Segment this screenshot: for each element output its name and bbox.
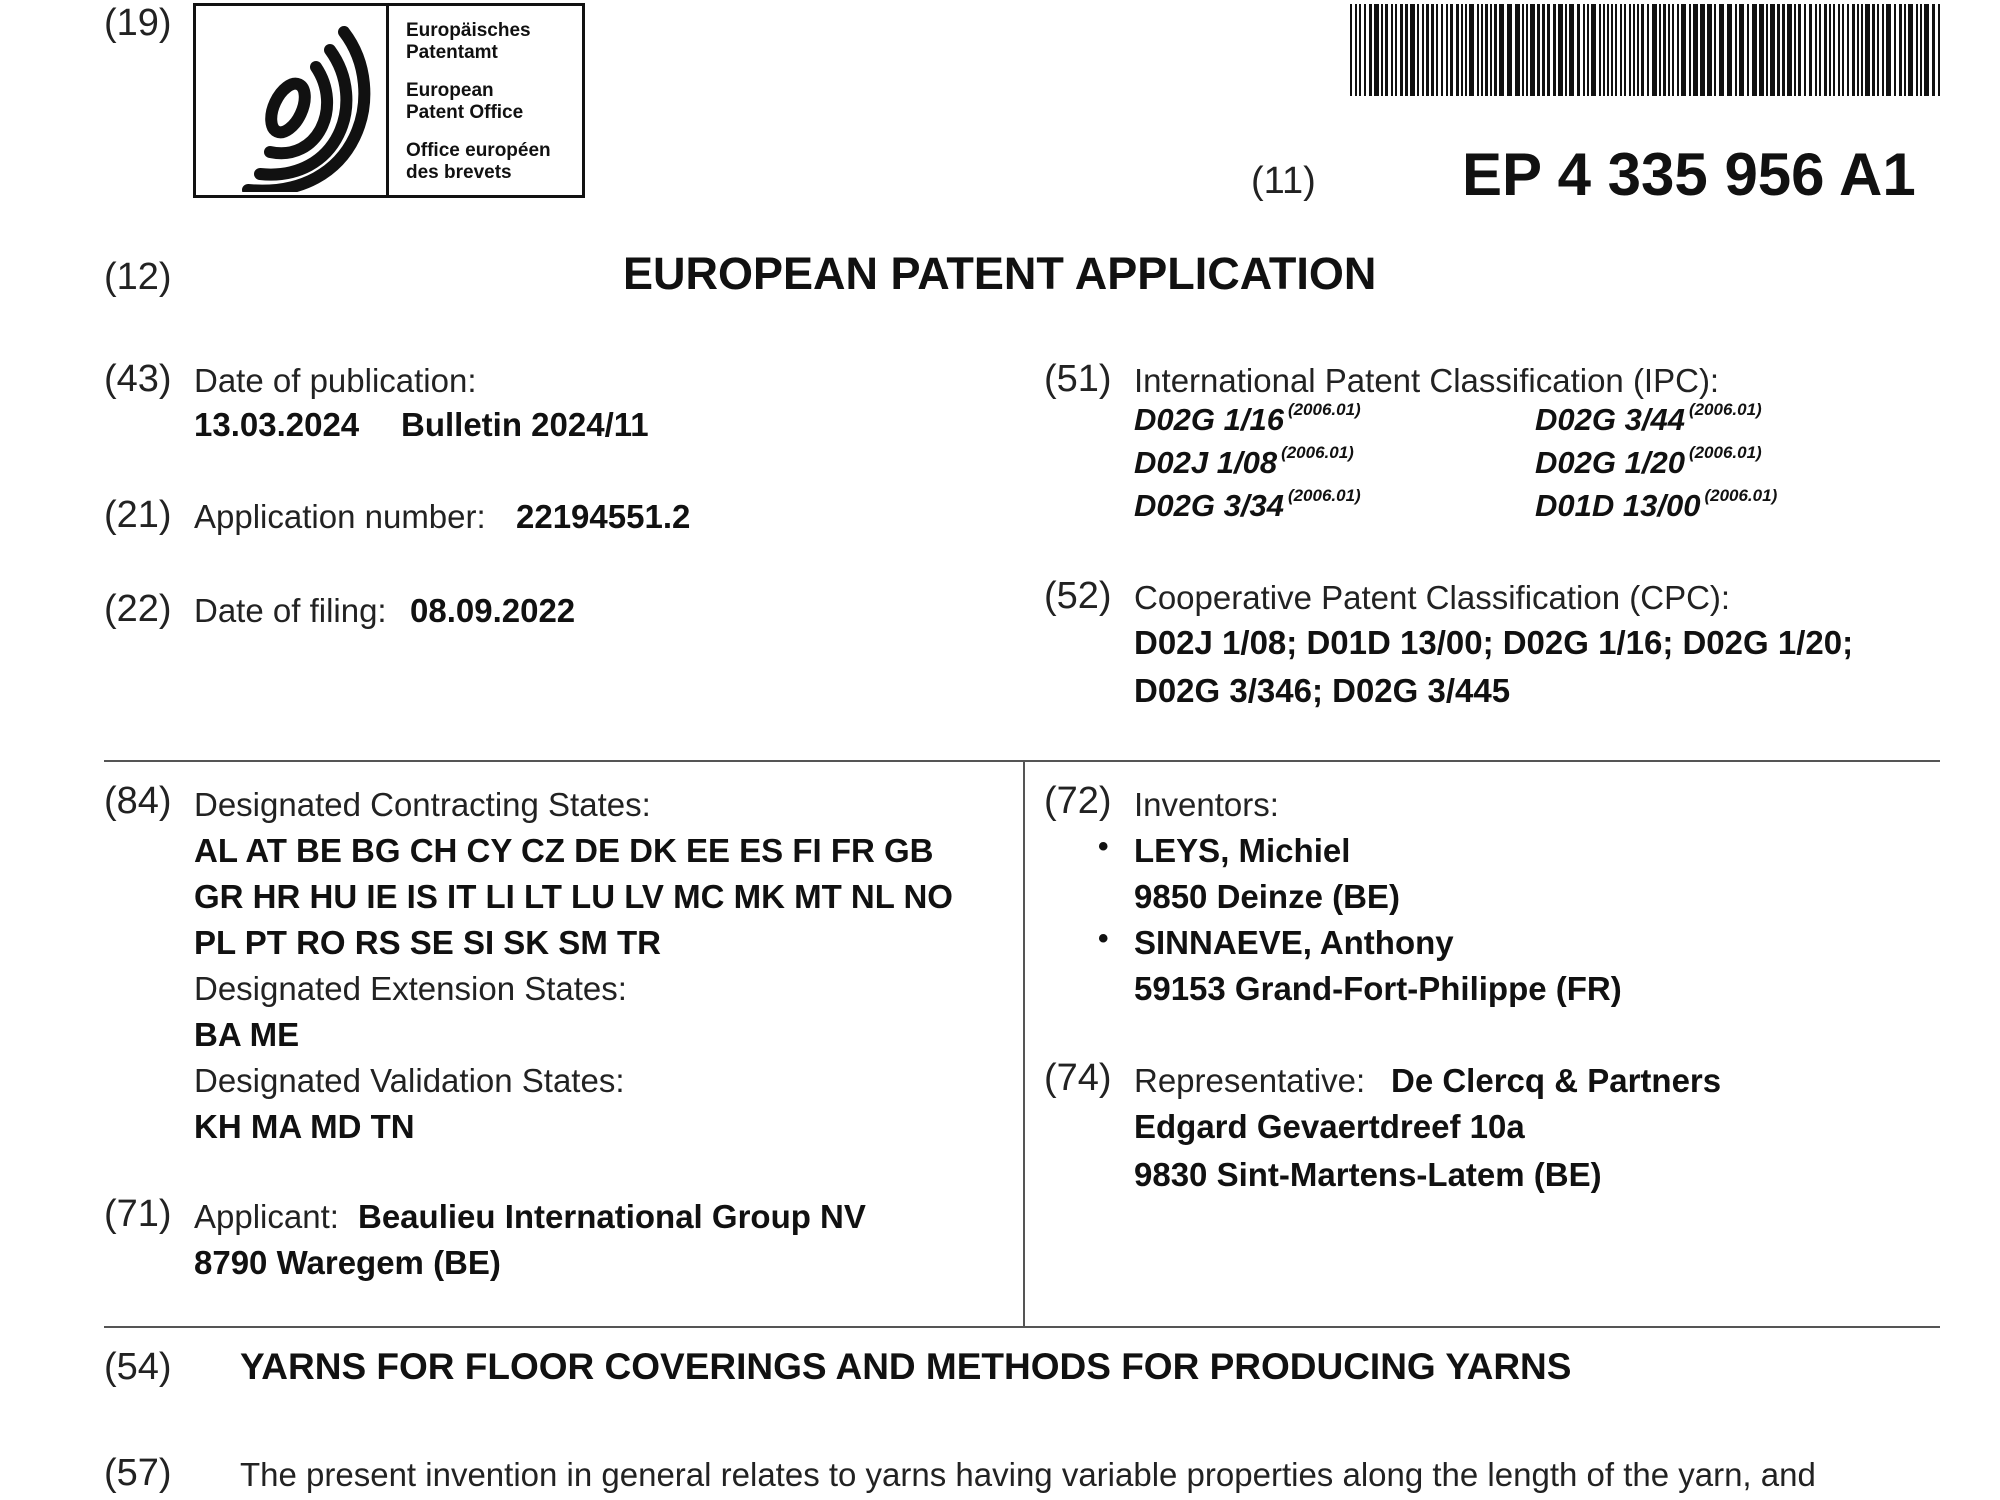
extension-states-label: Designated Extension States: [194, 970, 627, 1007]
barcode-bar [1369, 4, 1372, 96]
barcode-bar [1652, 4, 1657, 96]
barcode-bar [1350, 4, 1352, 96]
barcode-bar [1735, 4, 1737, 96]
barcode-bar [1861, 4, 1863, 96]
barcode-bar [1677, 4, 1679, 96]
barcode-bar [1436, 4, 1438, 96]
bullet: • [1098, 830, 1109, 863]
barcode-bar [1553, 4, 1556, 96]
column-divider [1023, 760, 1025, 1326]
barcode-bar [1659, 4, 1661, 96]
barcode-bar [1842, 4, 1844, 96]
barcode-bar [1558, 4, 1563, 96]
barcode-bar [1611, 4, 1613, 96]
publication-date: 13.03.2024 [194, 406, 360, 443]
barcode-bar [1824, 4, 1827, 96]
barcode-bar [1647, 4, 1649, 96]
ipc-entry: D02G 3/34 $^{(2006.01)}$ [1134, 486, 1361, 523]
inid-code-74: (74) [1044, 1057, 1112, 1099]
barcode-bar [1637, 4, 1639, 96]
barcode-bar [1465, 4, 1467, 96]
barcode-bar [1809, 4, 1812, 96]
publication-number: EP 4 335 956 A1 [1462, 141, 1916, 208]
application-number: 22194551.2 [516, 498, 691, 535]
barcode [1350, 0, 1945, 100]
ipc-entry: D02G 1/16 $^{(2006.01)}$ [1134, 400, 1361, 437]
cpc-line: D02J 1/08; D01D 13/00; D02G 1/16; D02G 1/20; [1134, 624, 1854, 661]
epo-logo [193, 3, 585, 198]
barcode-bar [1391, 4, 1393, 96]
barcode-bar [1395, 4, 1397, 96]
barcode-bar [1852, 4, 1855, 96]
applicant-label: Applicant: [194, 1198, 339, 1235]
document-type: EUROPEAN PATENT APPLICATION [623, 248, 1377, 299]
barcode-bar [1668, 4, 1670, 96]
barcode-bar [1565, 4, 1567, 96]
barcode-bar [1920, 4, 1922, 96]
barcode-bar [1693, 4, 1698, 96]
contracting-states: GR HR HU IE IS IT LI LT LU LV MC MK MT NL NO [194, 878, 953, 915]
barcode-bar [1490, 4, 1492, 96]
barcode-bar [1569, 4, 1574, 96]
barcode-bar [1777, 4, 1780, 96]
applicant-name: Beaulieu International Group NV [358, 1198, 866, 1235]
barcode-bar [1689, 4, 1691, 96]
validation-states: KH MA MD TN [194, 1108, 415, 1145]
barcode-bar [1422, 4, 1424, 96]
inid-code-57: (57) [104, 1452, 172, 1494]
extension-states: BA ME [194, 1016, 300, 1053]
representative-label: Representative: [1134, 1062, 1366, 1099]
barcode-bar [1456, 4, 1459, 96]
barcode-bar [1359, 4, 1361, 96]
barcode-bar [1865, 4, 1870, 96]
barcode-bar [1477, 4, 1479, 96]
barcode-bar [1431, 4, 1434, 96]
barcode-bar [1916, 4, 1918, 96]
barcode-bar [1787, 4, 1792, 96]
inid-code-52: (52) [1044, 575, 1112, 617]
barcode-bar [1672, 4, 1674, 96]
inid-code-21: (21) [104, 494, 172, 536]
barcode-bar [1355, 4, 1357, 96]
barcode-bar [1591, 4, 1596, 96]
barcode-bar [1770, 4, 1775, 96]
barcode-bar [1481, 4, 1483, 96]
ipc-entry: D02G 1/20 $^{(2006.01)}$ [1535, 443, 1762, 480]
barcode-bar [1587, 4, 1589, 96]
barcode-bar [1515, 4, 1520, 96]
barcode-bar [1577, 4, 1580, 96]
inid-code-22: (22) [104, 588, 172, 630]
barcode-bar [1374, 4, 1379, 96]
barcode-bar [1829, 4, 1831, 96]
barcode-bar [1857, 4, 1859, 96]
barcode-bar [1469, 4, 1474, 96]
barcode-bar [1804, 4, 1806, 96]
ipc-entry: D01D 13/00 $^{(2006.01)}$ [1535, 486, 1778, 523]
barcode-bar [1417, 4, 1419, 96]
contracting-states-label: Designated Contracting States: [194, 786, 651, 823]
barcode-bar [1603, 4, 1605, 96]
inventors-label: Inventors: [1134, 786, 1279, 823]
barcode-bar [1700, 4, 1705, 96]
barcode-bar [1624, 4, 1626, 96]
barcode-bar [1782, 4, 1785, 96]
contracting-states: AL AT BE BG CH CY CZ DE DK EE ES FI FR GB [194, 832, 934, 869]
barcode-bar [1766, 4, 1768, 96]
barcode-bar [1894, 4, 1896, 96]
barcode-bar [1633, 4, 1635, 96]
barcode-bar [1494, 4, 1497, 96]
inventor-name: SINNAEVE, Anthony [1134, 924, 1454, 961]
barcode-bar [1450, 4, 1453, 96]
logo-divider [386, 6, 389, 195]
barcode-bar [1838, 4, 1840, 96]
barcode-bar [1507, 4, 1512, 96]
barcode-bar [1499, 4, 1504, 96]
barcode-bar [1747, 4, 1749, 96]
ipc-label: International Patent Classification (IPC): [1134, 362, 1720, 399]
barcode-bar [1681, 4, 1686, 96]
barcode-bar [1446, 4, 1448, 96]
barcode-bar [1752, 4, 1757, 96]
barcode-bar [1385, 4, 1388, 96]
inid-code-11: (11) [1251, 160, 1316, 202]
barcode-bar [1542, 4, 1545, 96]
inid-code-43: (43) [104, 358, 172, 400]
representative-name: De Clercq & Partners [1391, 1062, 1722, 1099]
barcode-bar [1620, 4, 1622, 96]
representative-address: Edgard Gevaertdreef 10a [1134, 1108, 1525, 1145]
barcode-bar [1641, 4, 1644, 96]
barcode-bar [1607, 4, 1609, 96]
filing-date-label: Date of filing: [194, 592, 387, 629]
application-number-label: Application number: [194, 498, 486, 535]
barcode-bar [1932, 4, 1935, 96]
barcode-bar [1364, 4, 1366, 96]
bullet: • [1098, 922, 1109, 955]
barcode-bar [1400, 4, 1403, 96]
barcode-bar [1819, 4, 1821, 96]
barcode-bar [1727, 4, 1732, 96]
barcode-bar [1882, 4, 1884, 96]
section-divider [104, 1326, 1940, 1328]
inventor-address: 59153 Grand-Fort-Philippe (FR) [1134, 970, 1622, 1007]
barcode-bar [1714, 4, 1716, 96]
filing-date: 08.09.2022 [410, 592, 576, 629]
invention-title: YARNS FOR FLOOR COVERINGS AND METHODS FOR PRODUCING YARNS [240, 1346, 1572, 1387]
applicant-address: 8790 Waregem (BE) [194, 1244, 501, 1281]
barcode-bar [1615, 4, 1617, 96]
barcode-bar [1547, 4, 1550, 96]
barcode-bar [1847, 4, 1849, 96]
bulletin: Bulletin 2024/11 [401, 406, 649, 443]
barcode-bar [1872, 4, 1875, 96]
inventor-address: 9850 Deinze (BE) [1134, 878, 1400, 915]
inid-code-84: (84) [104, 780, 172, 822]
barcode-bar [1707, 4, 1712, 96]
barcode-bar [1877, 4, 1879, 96]
barcode-bar [1938, 4, 1940, 96]
barcode-bar [1886, 4, 1891, 96]
abstract-text: The present invention in general relates to yarns having variable properties along the length of the yarn, and [240, 1456, 1816, 1493]
ipc-entry: D02J 1/08 $^{(2006.01)}$ [1134, 443, 1354, 480]
publication-date-label: Date of publication: [194, 362, 477, 399]
barcode-bar [1410, 4, 1415, 96]
barcode-bar [1663, 4, 1666, 96]
barcode-bar [1526, 4, 1528, 96]
inventor-name: LEYS, Michiel [1134, 832, 1351, 869]
contracting-states: PL PT RO RS SE SI SK SM TR [194, 924, 661, 961]
barcode-bar [1530, 4, 1535, 96]
inid-code-19: (19) [104, 2, 172, 44]
barcode-bar [1899, 4, 1902, 96]
barcode-bar [1485, 4, 1488, 96]
representative-address: 9830 Sint-Martens-Latem (BE) [1134, 1156, 1602, 1193]
barcode-bar [1405, 4, 1408, 96]
office-name-fr: Office européen des brevets [406, 140, 551, 183]
barcode-bar [1381, 4, 1383, 96]
barcode-bar [1739, 4, 1744, 96]
barcode-bar [1537, 4, 1540, 96]
barcode-bar [1599, 4, 1601, 96]
barcode-bar [1629, 4, 1631, 96]
cpc-line: D02G 3/346; D02G 3/445 [1134, 672, 1511, 709]
office-name-en: European Patent Office [406, 80, 524, 123]
barcode-bar [1815, 4, 1817, 96]
barcode-bar [1798, 4, 1801, 96]
barcode-bar [1583, 4, 1585, 96]
cpc-label: Cooperative Patent Classification (CPC): [1134, 579, 1731, 616]
ipc-entry: D02G 3/44 $^{(2006.01)}$ [1535, 400, 1762, 437]
validation-states-label: Designated Validation States: [194, 1062, 625, 1099]
barcode-bar [1794, 4, 1796, 96]
epo-emblem-icon [208, 12, 388, 192]
inid-code-54: (54) [104, 1346, 172, 1388]
barcode-bar [1924, 4, 1929, 96]
barcode-bar [1441, 4, 1443, 96]
barcode-bar [1719, 4, 1724, 96]
office-name-de: Europäisches Patentamt [406, 20, 531, 63]
barcode-bar [1522, 4, 1524, 96]
barcode-bar [1908, 4, 1913, 96]
barcode-bar [1461, 4, 1463, 96]
section-divider [104, 760, 1940, 762]
inid-code-12: (12) [104, 256, 172, 298]
inid-code-71: (71) [104, 1193, 172, 1235]
inid-code-51: (51) [1044, 358, 1112, 400]
barcode-bar [1833, 4, 1835, 96]
inid-code-72: (72) [1044, 780, 1112, 822]
barcode-bar [1759, 4, 1764, 96]
barcode-bar [1426, 4, 1429, 96]
barcode-bar [1904, 4, 1906, 96]
